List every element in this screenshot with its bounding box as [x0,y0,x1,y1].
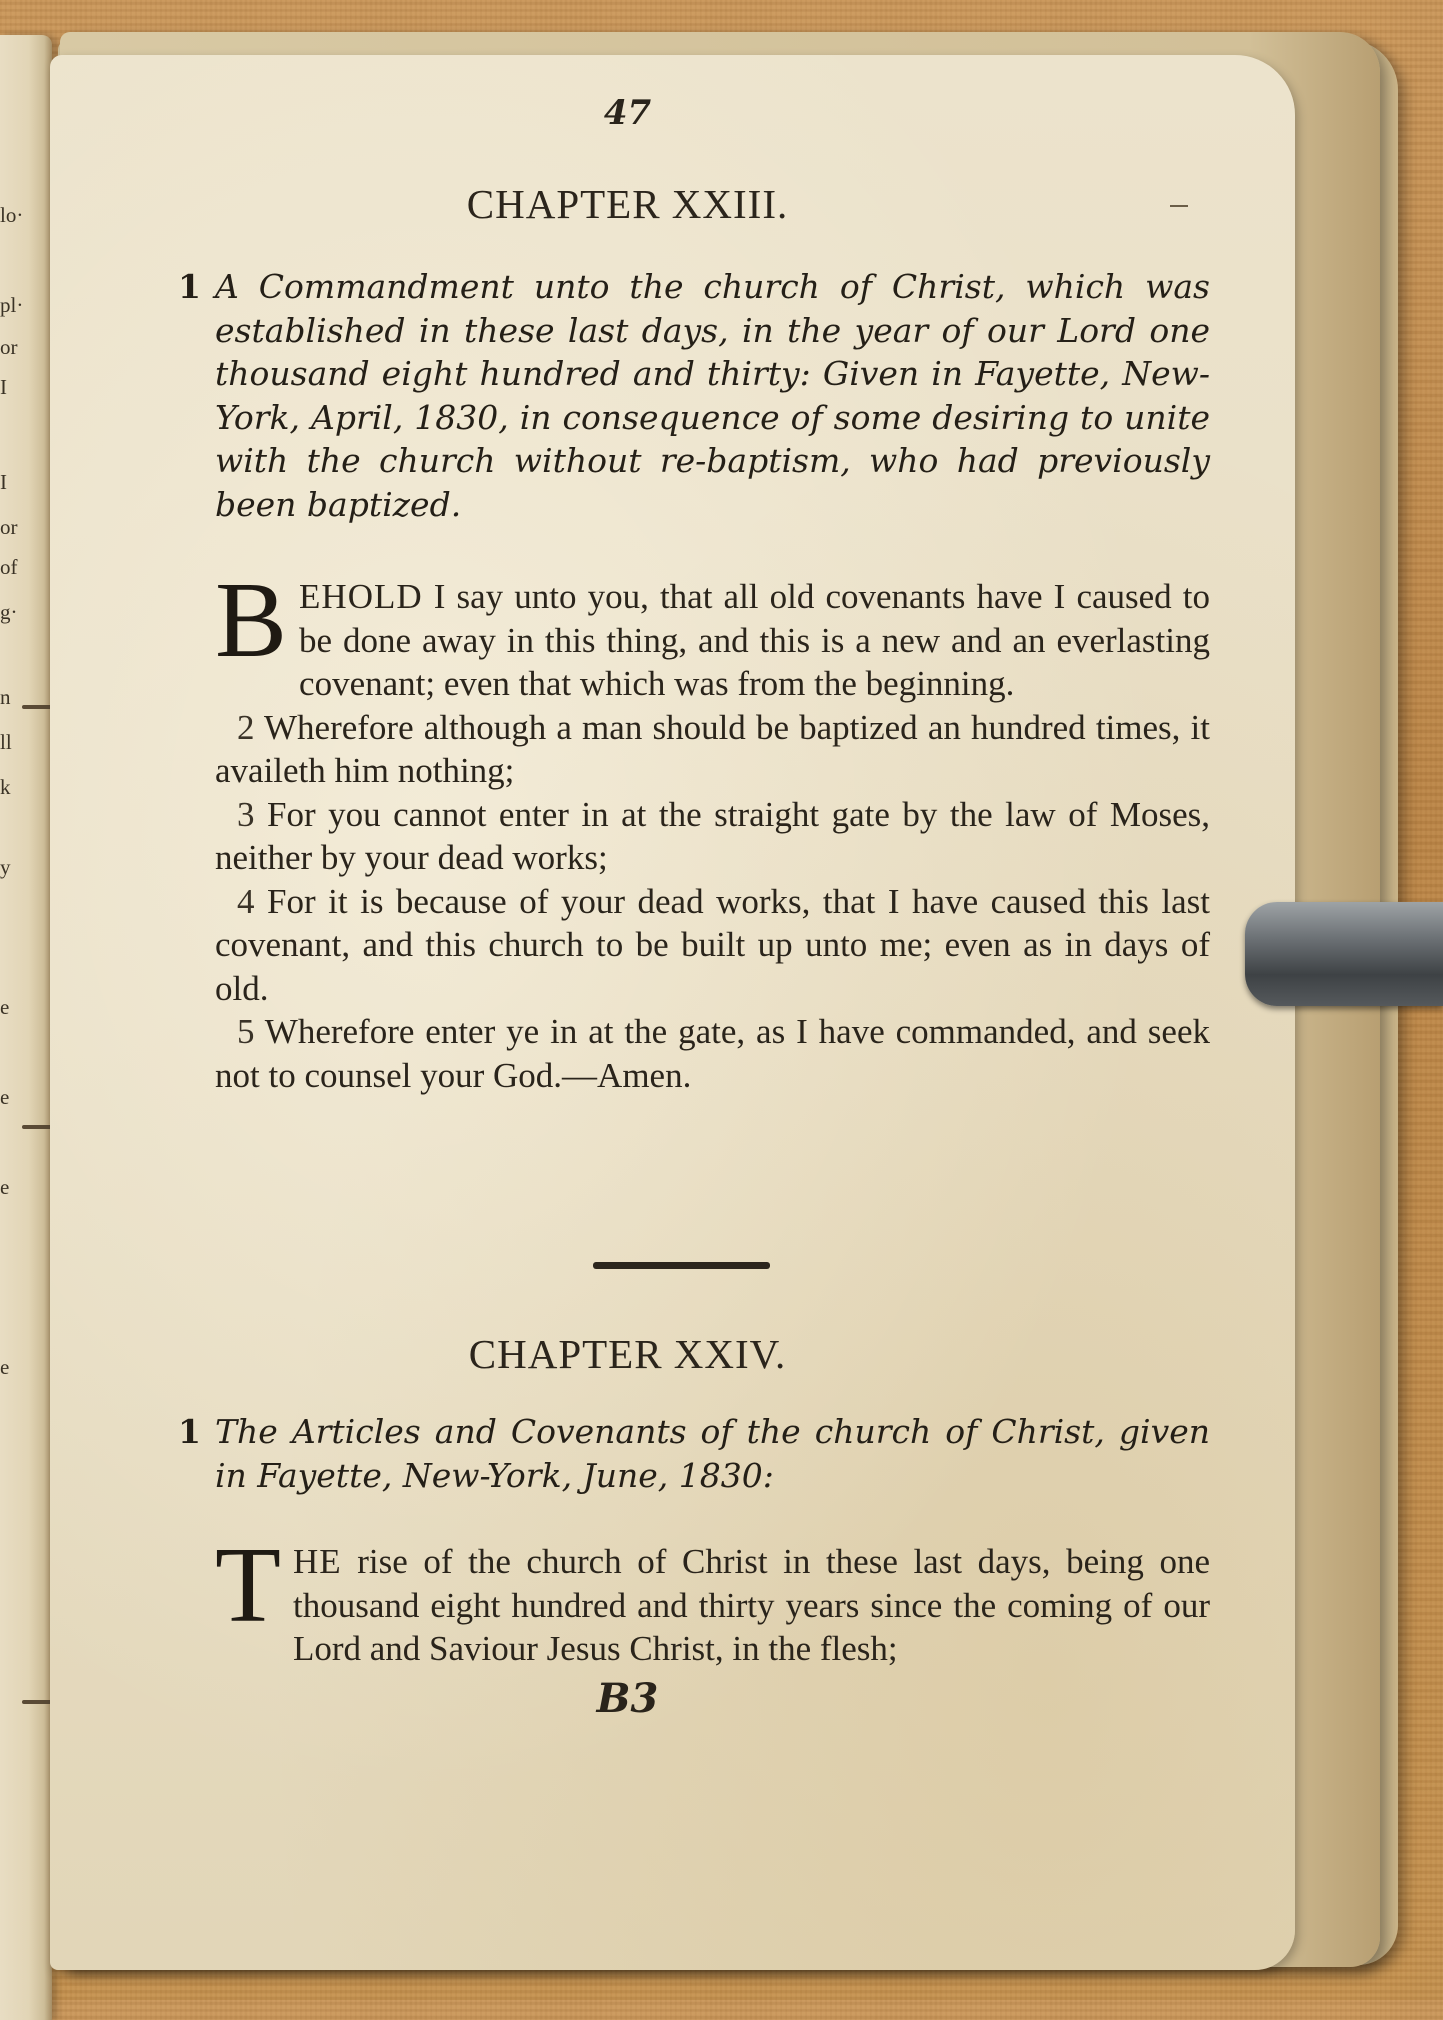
verse [215,706,1210,793]
left-page-edge [0,35,52,2020]
metal-bookmark-clip [1245,902,1443,1006]
chapter-23-opening [215,561,1210,706]
margin-fragment: k [0,775,11,799]
margin-fragment: g· [0,600,18,624]
chapter-23-heading: CHAPTER XXIII. [466,181,789,227]
opening-word: HE [292,1542,342,1581]
margin-fragment: or [0,335,18,359]
verse-number: 5 [237,1012,255,1051]
verse-number: 3 [237,794,255,834]
summary-verse-number: 1 [178,267,201,306]
margin-fragment: or [0,515,18,539]
margin-fragment: e [0,1355,10,1379]
margin-fragment: n [0,685,11,709]
margin-fragment: e [0,995,10,1019]
margin-fragment: e [0,1085,10,1109]
verse-number: 4 [237,881,255,921]
chapter-23-summary-text: A Commandment unto the church of Christ, which was established in these last days, in the year of our Lord one thousand eight hundred and thirty: Given in Fayette, New-York, April, 1830, in consequence of some desiring to unite with the church without re-baptism, who had previously been baptized. [215,267,1210,524]
verse-text: For it is because of your dead works, that I have caused this last covenant, and this church to be built up unto me; even as in days of old. [215,881,1211,1008]
drop-cap: B [215,561,288,680]
chapter-24-summary [178,1410,1210,1497]
opening-text: I say unto you, that all old covenants have I caused to be done away in this thing, and this is a new and an everlasting covenant; even that which was from the beginning. [299,577,1210,703]
chapter-24-body [215,1526,1211,1671]
verse-text: For you cannot enter in at the straight gate by the law of Moses, neither by your dead works; [215,794,1211,877]
chapter-23-summary [178,265,1210,526]
chapter-23-body [215,561,1211,1097]
verse [215,793,1210,880]
margin-fragment: e [0,1175,10,1199]
summary-verse-number: 1 [178,1412,201,1451]
margin-fragment: I [0,470,7,494]
opening-text: rise of the church of Christ in these last days, being one thousand eight hundred and thirty years since the coming of our Lord and Saviour Jesus Christ, in the flesh; [292,1542,1211,1668]
opening-word: EHOLD [299,577,423,616]
verse-text: Wherefore enter ye in at the gate, as I have commanded, and seek not to counsel your God.—Amen. [215,1012,1210,1095]
verse [215,880,1210,1011]
verse [215,1010,1210,1097]
chapter-24-opening [215,1526,1211,1671]
book-page [50,55,1295,1970]
margin-fragment: ll [0,730,12,754]
verse-text: Wherefore although a man should be baptized an hundred times, it availeth him nothing; [215,707,1210,790]
margin-fragment: lo· [0,203,24,227]
margin-fragment: pl· [0,293,24,317]
section-divider [593,1262,770,1269]
chapter-24-heading: CHAPTER XXIV. [468,1331,787,1377]
margin-fragment: of [0,555,18,579]
chapter-24-summary-text: The Articles and Covenants of the church of Christ, given in Fayette, New-York, June, 1830: [215,1412,1210,1495]
margin-fragment: I [0,375,7,399]
verse-number: 2 [237,707,255,747]
drop-cap: T [215,1526,281,1645]
margin-fragment: y [0,855,11,879]
printer-signature-mark: B3 [596,1675,659,1722]
page-number: 47 [603,93,652,133]
